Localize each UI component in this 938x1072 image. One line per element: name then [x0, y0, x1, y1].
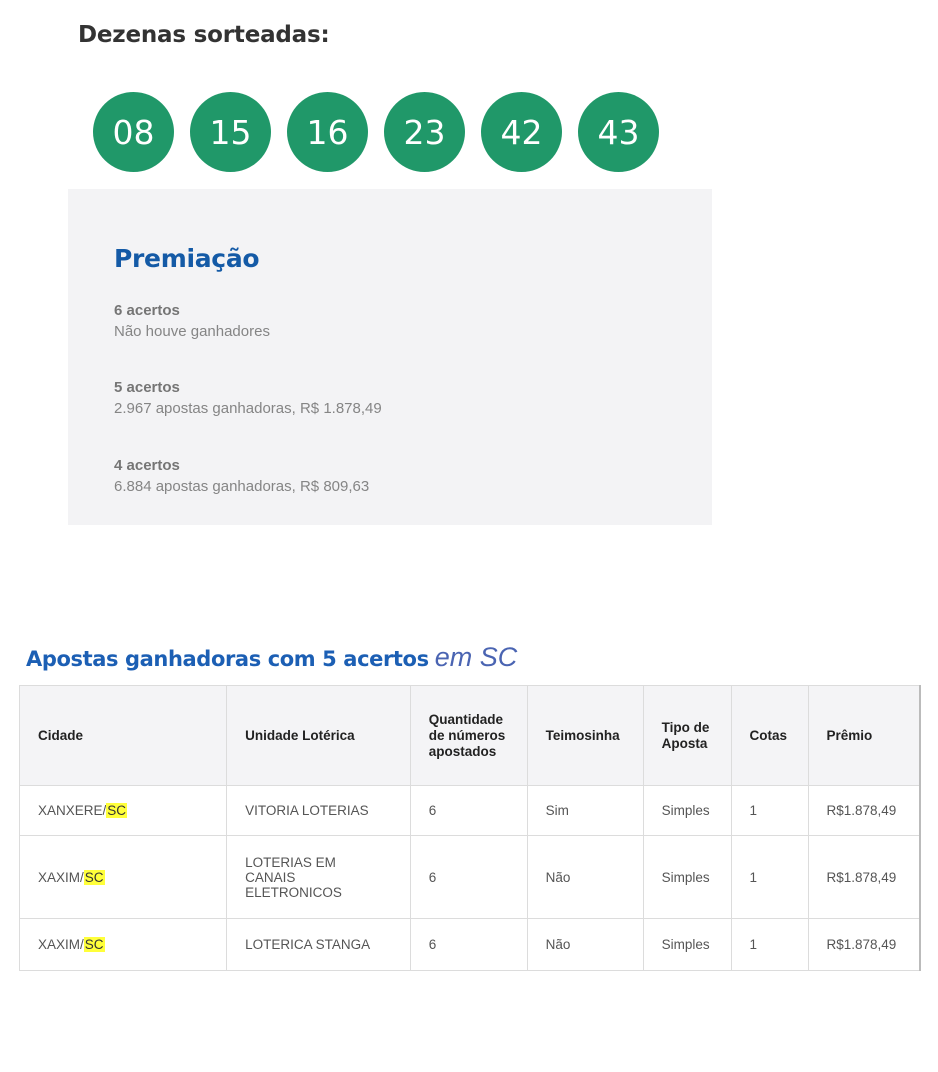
cell-cidade [20, 919, 227, 971]
column-header-quantidade: Quantidade de números apostados [410, 686, 527, 786]
cell-cotas: 1 [731, 836, 808, 919]
prize-tier [114, 456, 369, 498]
prize-tier-title: 6 acertos [114, 302, 180, 319]
prize-tier-desc: 6.884 apostas ganhadoras, R$ 809,63 [114, 478, 370, 495]
prize-tier-title: 5 acertos [114, 379, 180, 396]
prize-tier [114, 301, 270, 343]
winners-table [19, 685, 921, 971]
state-highlight: SC [84, 869, 104, 885]
number-ball: 08 [93, 92, 174, 172]
cell-tipo: Simples [643, 786, 731, 836]
cell-teimosinha: Não [527, 836, 643, 919]
cell-premio: R$1.878,49 [808, 919, 920, 971]
cell-cidade [20, 786, 227, 836]
state-highlight: SC [84, 937, 104, 952]
dezenas-title: Dezenas sorteadas: [78, 22, 330, 48]
number-ball: 42 [481, 92, 562, 172]
column-header-premio: Prêmio [808, 686, 920, 786]
cell-teimosinha: Não [527, 919, 643, 971]
cell-cotas: 1 [731, 919, 808, 971]
cell-unidade: LOTERICA STANGA [227, 919, 411, 971]
state-highlight: SC [107, 803, 127, 818]
prize-tier-desc: 2.967 apostas ganhadoras, R$ 1.878,49 [114, 400, 382, 417]
cell-quantidade: 6 [410, 786, 527, 836]
apostas-title-state: em SC [434, 642, 518, 672]
cell-premio: R$1.878,49 [808, 786, 920, 836]
cell-unidade: VITORIA LOTERIAS [227, 786, 411, 836]
premiacao-panel [68, 189, 712, 525]
number-ball: 15 [190, 92, 271, 172]
table-header-row [20, 686, 921, 786]
column-header-tipo: Tipo de Aposta [643, 686, 731, 786]
column-header-teimosinha: Teimosinha [527, 686, 643, 786]
number-ball: 23 [384, 92, 465, 172]
apostas-title [26, 642, 517, 673]
number-ball: 16 [287, 92, 368, 172]
column-header-unidade: Unidade Lotérica [227, 686, 411, 786]
prize-tier-title: 4 acertos [114, 457, 180, 474]
apostas-title-text: Apostas ganhadoras com 5 acertos [26, 647, 429, 671]
cell-quantidade: 6 [410, 836, 527, 919]
unidade-text: LOTERIAS EM CANAIS ELETRONICOS [245, 854, 342, 900]
cell-unidade [227, 836, 411, 919]
cell-teimosinha: Sim [527, 786, 643, 836]
prize-tier [114, 378, 382, 420]
cell-tipo: Simples [643, 919, 731, 971]
cell-tipo: Simples [643, 836, 731, 919]
prize-tier-desc: Não houve ganhadores [114, 323, 270, 340]
cell-cotas: 1 [731, 786, 808, 836]
number-ball: 43 [578, 92, 659, 172]
table-row [20, 836, 921, 919]
column-header-cotas: Cotas [731, 686, 808, 786]
cell-cidade [20, 836, 227, 919]
city-name: XANXERE/ [38, 803, 107, 818]
city-name: XAXIM/ [38, 937, 84, 952]
premiacao-title: Premiação [114, 244, 260, 273]
table-row [20, 919, 921, 971]
cell-premio: R$1.878,49 [808, 836, 920, 919]
city-name: XAXIM/ [38, 869, 84, 885]
cell-quantidade: 6 [410, 919, 527, 971]
column-header-cidade: Cidade [20, 686, 227, 786]
table-row [20, 786, 921, 836]
